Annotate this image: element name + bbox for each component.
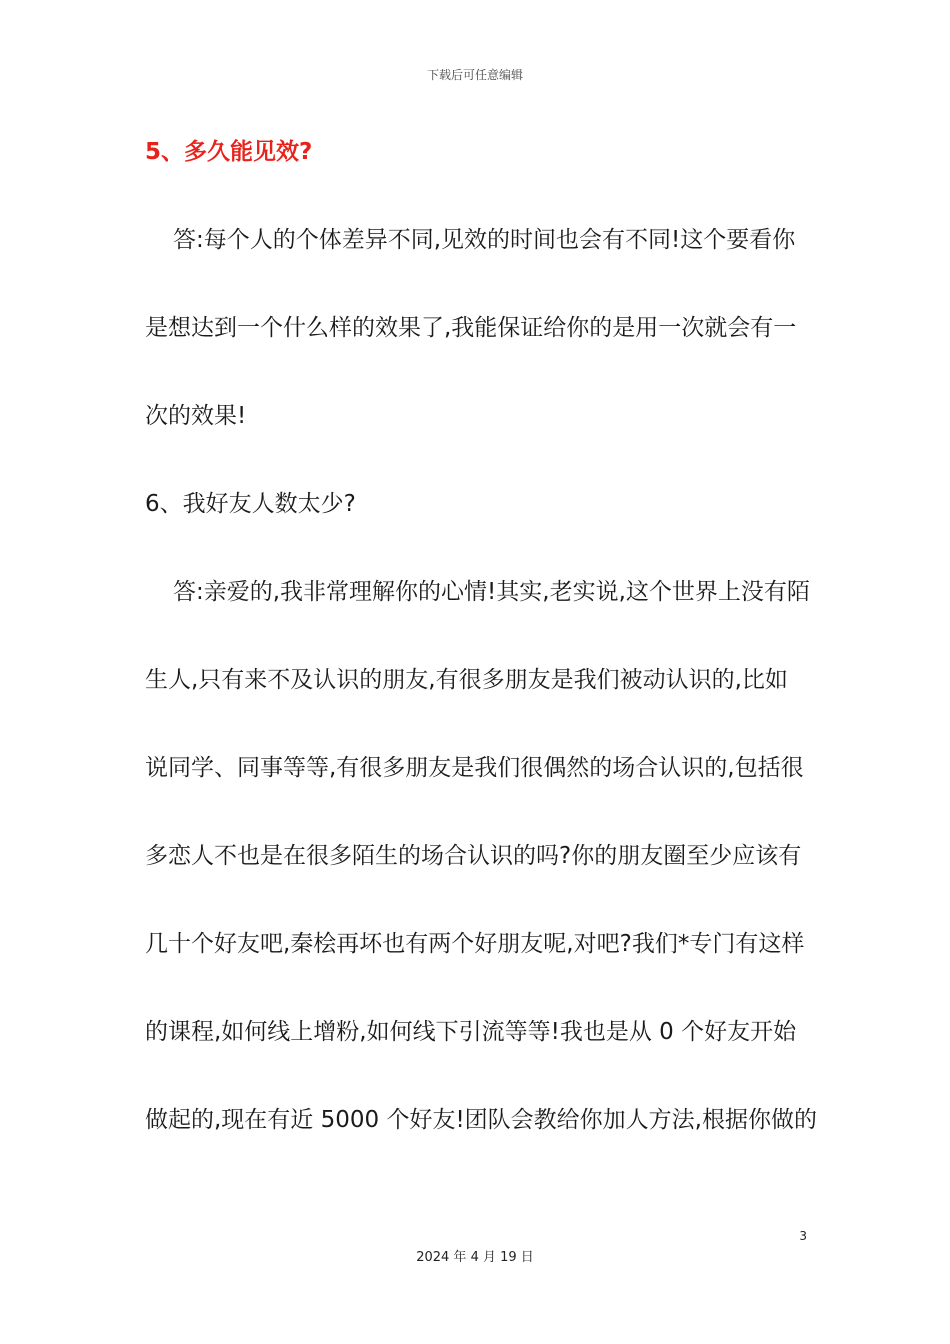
document-body [145,126,815,1182]
paragraph-line: 几十个好友吧,秦桧再坏也有两个好朋友呢,对吧?我们*专门有这样 [145,931,805,957]
page-number: 3 [799,1229,807,1243]
paragraph-line: 次的效果! [145,403,247,429]
paragraph-line [145,566,815,654]
paragraph-line: 生人,只有来不及认识的朋友,有很多朋友是我们被动认识的,比如 [145,667,788,693]
paragraph-line: 是想达到一个什么样的效果了,我能保证给你的是用一次就会有一 [145,315,797,341]
paragraph-line: 的课程,如何线上增粉,如何线下引流等等!我也是从 0 个好友开始 [145,1019,797,1045]
section-heading-5: 5、多久能见效? [145,139,313,165]
paragraph-line: 做起的,现在有近 5000 个好友!团队会教给你加人方法,根据你做的 [145,1107,817,1133]
paragraph-text: 答:亲爱的,我非常理解你的心情!其实,老实说,这个世界上没有陌 [173,579,810,605]
paragraph-text: 答:每个人的个体差异不同,见效的时间也会有不同!这个要看你 [173,227,796,253]
paragraph-line [145,214,815,302]
paragraph-line: 多恋人不也是在很多陌生的场合认识的吗?你的朋友圈至少应该有 [145,843,802,869]
paragraph-line: 说同学、同事等等,有很多朋友是我们很偶然的场合认识的,包括很 [145,755,804,781]
footer-date: 2024 年 4 月 19 日 [416,1250,534,1265]
header-note: 下载后可任意编辑 [426,68,523,82]
section-heading-6: 6、我好友人数太少? [145,491,356,517]
